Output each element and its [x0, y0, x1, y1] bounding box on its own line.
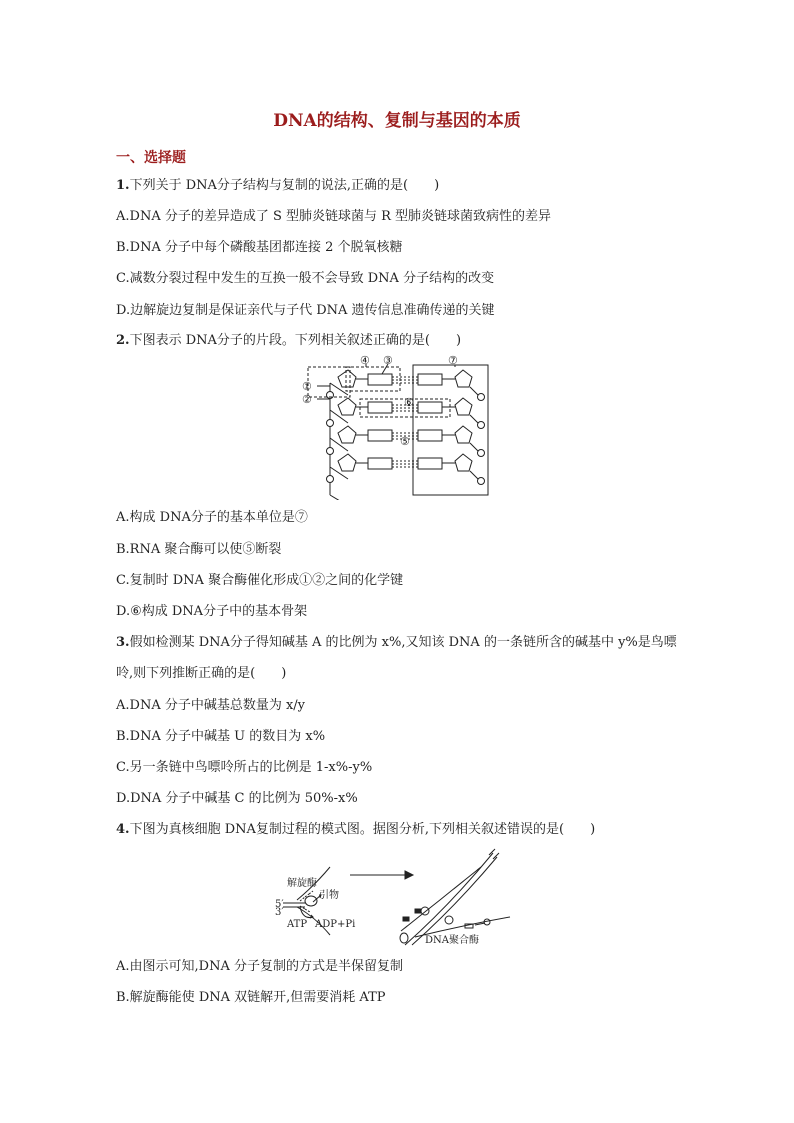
- question-3-stem: [116, 634, 677, 652]
- q2-option-b: B.RNA 聚合酶可以使⑤断裂: [116, 542, 282, 557]
- page-title: DNA的结构、复制与基因的本质: [273, 111, 521, 131]
- q3-option-d: D.DNA 分子中碱基 C 的比例为 50%-x%: [116, 791, 358, 806]
- q3-option-a: A.DNA 分子中碱基总数量为 x/y: [116, 698, 306, 713]
- label-atp: ATP: [287, 919, 308, 930]
- dna-replication-figure: [275, 845, 515, 954]
- q2-option-d: D.⑥构成 DNA分子中的基本骨架: [116, 604, 308, 619]
- question-text: 假如检测某 DNA分子得知碱基 A 的比例为 x%,又知该 DNA 的一条链所含的碱基中 y%是鸟嘌: [129, 635, 677, 650]
- q2-option-a: A.构成 DNA分子的基本单位是⑦: [116, 510, 308, 525]
- label-6: ⑥: [404, 396, 414, 409]
- question-2-stem: [116, 332, 461, 350]
- label-dna-polymerase: DNA聚合酶: [425, 935, 479, 946]
- question-number: 2.: [116, 333, 130, 348]
- label-1: ①: [302, 380, 312, 393]
- question-1-stem: [116, 177, 439, 195]
- q1-option-a: A.DNA 分子的差异造成了 S 型肺炎链球菌与 R 型肺炎链球菌致病性的差异: [116, 209, 552, 224]
- question-text: 下图表示 DNA分子的片段。下列相关叙述正确的是( ): [129, 333, 462, 348]
- q2-option-c: C.复制时 DNA 聚合酶催化形成①②之间的化学键: [116, 573, 404, 588]
- label-7: ⑦: [448, 355, 458, 367]
- label-primer: 引物: [319, 890, 339, 901]
- label-3-prime: 3′: [275, 907, 284, 918]
- label-adp: ADP+Pi: [315, 919, 356, 930]
- label-helicase: 解旋酶: [287, 878, 317, 889]
- question-text: 下列关于 DNA分子结构与复制的说法,正确的是( ): [129, 178, 440, 193]
- question-number: 3.: [116, 635, 130, 650]
- q1-option-c: C.减数分裂过程中发生的互换一般不会导致 DNA 分子结构的改变: [116, 271, 495, 286]
- question-text: 下图为真核细胞 DNA复制过程的模式图。据图分析,下列相关叙述错误的是( ): [129, 822, 596, 837]
- q4-option-b: B.解旋酶能使 DNA 双链解开,但需要消耗 ATP: [116, 990, 386, 1005]
- question-3-stem-cont: 呤,则下列推断正确的是( ): [116, 666, 287, 681]
- q1-option-d: D.边解旋边复制是保证亲代与子代 DNA 遗传信息准确传递的关键: [116, 303, 495, 318]
- label-5: ⑤: [400, 435, 410, 448]
- dna-fragment-figure: [300, 355, 495, 504]
- q3-option-c: C.另一条链中鸟嘌呤所占的比例是 1-x%-y%: [116, 760, 373, 775]
- section-heading: 一、选择题: [116, 150, 186, 166]
- q4-option-a: A.由图示可知,DNA 分子复制的方式是半保留复制: [116, 959, 403, 974]
- label-3: ③: [383, 355, 393, 367]
- question-number: 1.: [116, 178, 130, 193]
- q3-option-b: B.DNA 分子中碱基 U 的数目为 x%: [116, 729, 326, 744]
- question-number: 4.: [116, 822, 130, 837]
- label-5-prime: 5′: [275, 899, 284, 910]
- q1-option-b: B.DNA 分子中每个磷酸基团都连接 2 个脱氧核糖: [116, 240, 403, 255]
- label-4: ④: [360, 355, 370, 367]
- question-4-stem: [116, 821, 595, 839]
- label-2: ②: [302, 393, 312, 406]
